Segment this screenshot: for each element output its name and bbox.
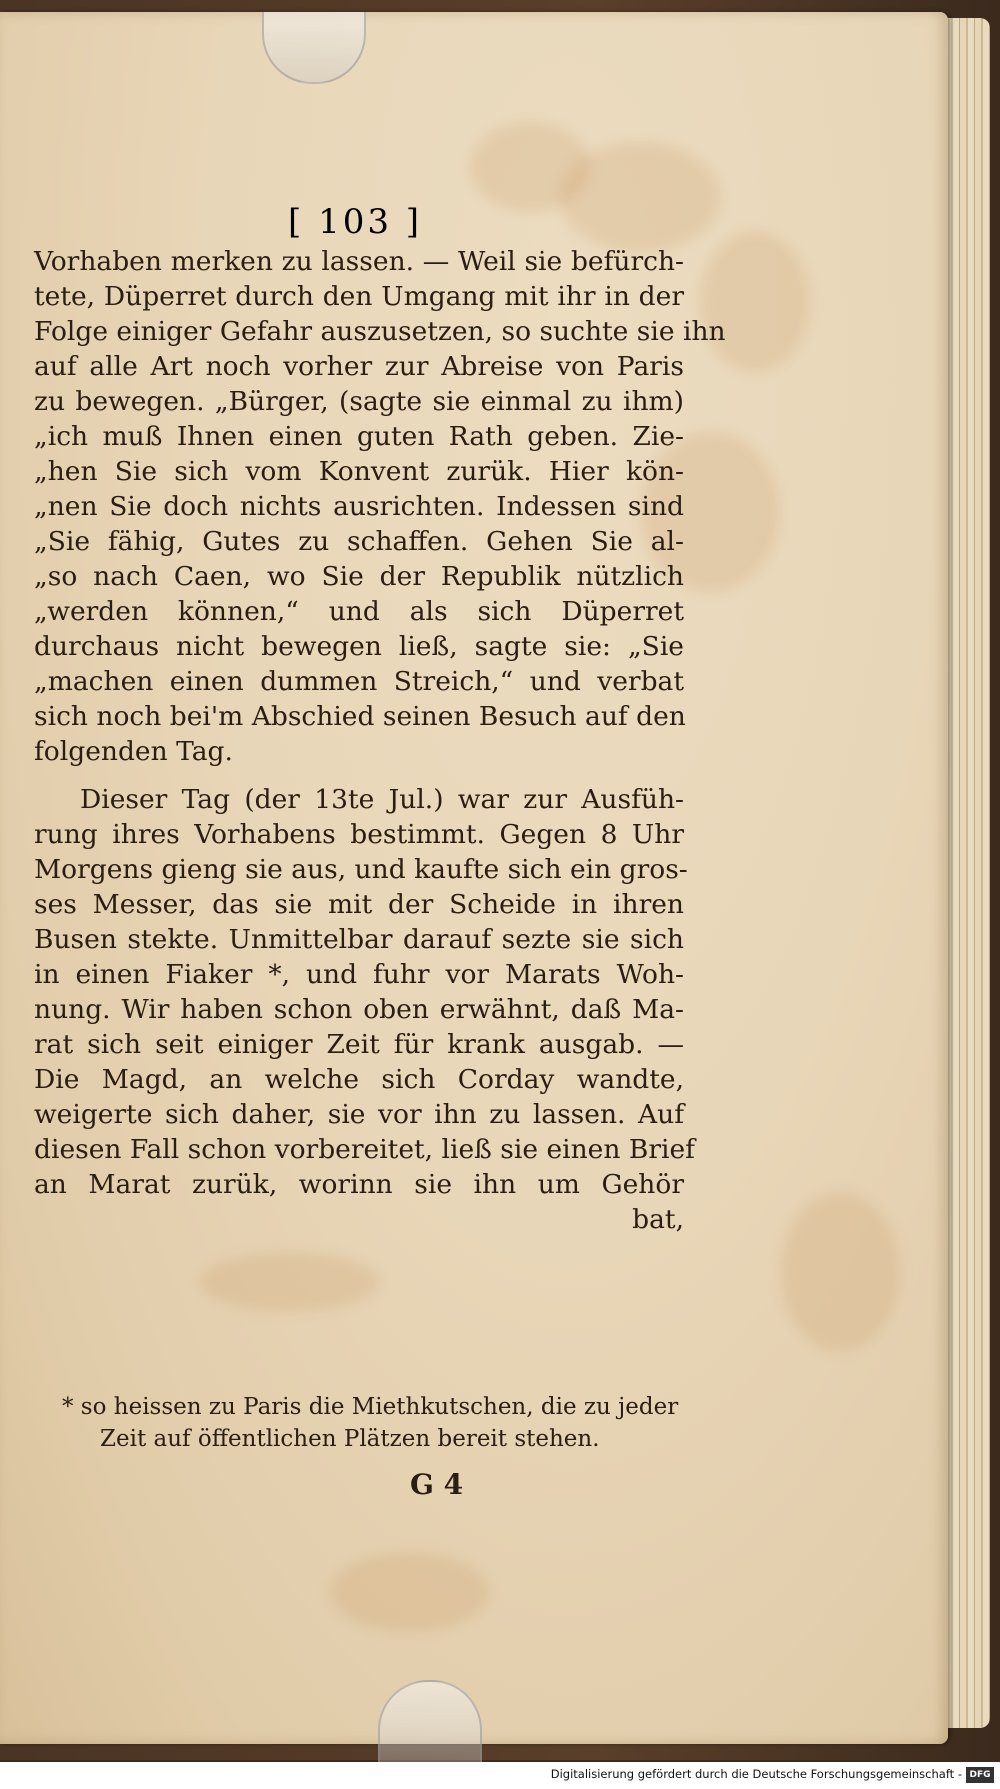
stain (560, 142, 720, 252)
text-line: „Sie fähig, Gutes zu schaffen. Gehen Sie al- (34, 526, 684, 557)
text-line: durchaus nicht bewegen ließ, sagte sie: „Sie (34, 631, 684, 662)
signature-mark: G 4 (410, 1468, 464, 1501)
page-clip-top (262, 12, 366, 84)
page-clip-bottom (378, 1680, 482, 1768)
text-line: in einen Fiaker *, und fuhr vor Marats Woh- (34, 959, 684, 990)
text-line: an Marat zurük, worinn sie ihn um Gehör (34, 1169, 684, 1200)
text-line: „ich muß Ihnen einen guten Rath geben. Zie- (34, 421, 684, 452)
text-line: Vorhaben merken zu lassen. — Weil sie befürch- (34, 246, 684, 277)
text-line: Folge einiger Gefahr auszusetzen, so suchte sie ihn (34, 316, 726, 347)
page-number: [ 103 ] (288, 202, 423, 242)
text-line: „hen Sie sich vom Konvent zurük. Hier kön- (34, 456, 684, 487)
text-line: nung. Wir haben schon oben erwähnt, daß Ma- (34, 994, 684, 1025)
text-line: rung ihres Vorhabens bestimmt. Gegen 8 Uhr (34, 819, 684, 850)
dfg-logo: DFG (966, 1767, 994, 1783)
text-line: ses Messer, das sie mit der Scheide in ihren (34, 889, 684, 920)
catchword: bat, (632, 1204, 684, 1235)
book-page (0, 12, 948, 1744)
digitization-credit: Digitalisierung gefördert durch die Deutsche Forschungsgemeinschaft - (550, 1767, 962, 1781)
text-line: sich noch bei'm Abschied seinen Besuch auf den (34, 701, 686, 732)
text-line: „machen einen dummen Streich,“ und verbat (34, 666, 684, 697)
text-line: Dieser Tag (der 13te Jul.) war zur Ausfüh- (80, 784, 684, 815)
text-line: „nen Sie doch nichts ausrichten. Indessen sind (34, 491, 684, 522)
text-line: Morgens gieng sie aus, und kaufte sich ein gros- (34, 854, 688, 885)
stain (200, 1252, 380, 1312)
text-line: zu bewegen. „Bürger, (sagte sie einmal zu ihm) (34, 386, 684, 417)
text-line: auf alle Art noch vorher zur Abreise von Paris (34, 351, 684, 382)
text-line: folgenden Tag. (34, 736, 233, 767)
stain (330, 1552, 490, 1632)
footnote-line: * so heissen zu Paris die Miethkutschen, die zu jeder (62, 1394, 679, 1420)
text-line: „so nach Caen, wo Sie der Republik nützlich (34, 561, 684, 592)
text-line: Busen stekte. Unmittelbar darauf sezte sie sich (34, 924, 684, 955)
text-line: tete, Düperret durch den Umgang mit ihr in der (34, 281, 684, 312)
stain (700, 232, 810, 372)
stain (780, 1192, 900, 1352)
text-line: „werden können,“ und als sich Düperret (34, 596, 684, 627)
footnote-line: Zeit auf öffentlichen Plätzen bereit stehen. (100, 1426, 600, 1452)
text-line: weigerte sich daher, sie vor ihn zu lassen. Auf (34, 1099, 684, 1130)
text-line: Die Magd, an welche sich Corday wandte, (34, 1064, 684, 1095)
text-line: rat sich seit einiger Zeit für krank ausgab. — (34, 1029, 684, 1060)
text-line: diesen Fall schon vorbereitet, ließ sie einen Brief (34, 1134, 695, 1165)
